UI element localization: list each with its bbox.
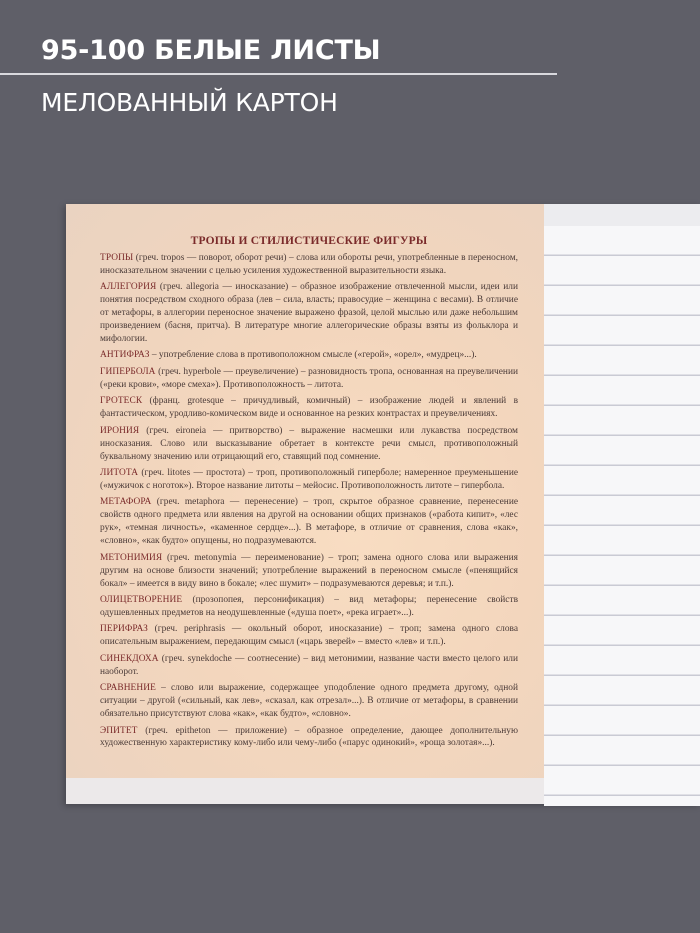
entry-term: АЛЛЕГОРИЯ bbox=[100, 282, 157, 293]
entry-definition: (греч. eironeia — притворство) – выражение насмешки или лукавства посредством иносказания. Слово или высказывание обретает в контексте речи смысл, противоположный буквальному значению или отрицающий его, ставящий под сомнение. bbox=[100, 425, 518, 462]
entry-definition: (греч. hyperbole — преувеличение) – разновидность тропа, основанная на преувеличении («реки крови», «море смеха»). Противоположность – литота. bbox=[100, 366, 518, 390]
entry-definition: (греч. synekdoche — соотнесение) – вид метонимии, название части вместо целого или наоборот. bbox=[100, 653, 518, 677]
promo-subheadline: МЕЛОВАННЫЙ КАРТОН bbox=[41, 88, 338, 117]
entry-term: ОЛИЦЕТВОРЕНИЕ bbox=[100, 595, 183, 605]
cover-bottom-strip bbox=[66, 778, 544, 804]
cover-content bbox=[100, 235, 518, 754]
entry-definition: (греч. metonymia — переименование) – троп; замена одного слова или выражения другим на основе близости значений; употребление выражений в переносном смысле («пенящийся бокал» – имеется в виду вино в бокале; «лес шумит» – подразумеваются деревья; и т.п.). bbox=[100, 552, 518, 589]
cover-title: ТРОПЫ И СТИЛИСТИЧЕСКИЕ ФИГУРЫ bbox=[190, 235, 428, 247]
entry-term: ГИПЕРБОЛА bbox=[100, 366, 156, 377]
promo-headline: 95-100 БЕЛЫЕ ЛИСТЫ bbox=[41, 35, 381, 66]
cover-entries bbox=[100, 252, 518, 750]
cover-entry bbox=[100, 682, 518, 721]
entry-term: ЭПИТЕТ bbox=[100, 725, 138, 736]
entry-term: ЛИТОТА bbox=[100, 468, 139, 479]
lined-page bbox=[544, 226, 700, 806]
entry-term: СРАВНЕНИЕ bbox=[100, 683, 156, 694]
cover-entry bbox=[100, 594, 518, 620]
entry-term: ИРОНИЯ bbox=[100, 425, 140, 436]
cover-entry bbox=[100, 425, 518, 464]
entry-definition: (прозопопея, персонификация) – вид метафоры; перенесение свойств одушевленных предметов на неодушевленные («душа поет», «река играет»...). bbox=[100, 595, 518, 618]
entry-term: СИНЕКДОХА bbox=[100, 653, 159, 664]
cover-entry bbox=[100, 496, 518, 548]
cover-entry bbox=[100, 725, 518, 751]
cover-entry bbox=[100, 395, 518, 421]
cover-entry bbox=[100, 467, 518, 493]
entry-definition: (греч. tropos — поворот, оборот речи) – слова или обороты речи, употребленные в переносном, иносказательном значении с целью усиления художественной выразительности языка. bbox=[100, 252, 518, 276]
cover-entry bbox=[100, 653, 518, 679]
entry-term: АНТИФРАЗ bbox=[100, 350, 150, 361]
entry-definition: (греч. litotes — простота) – троп, противоположный гиперболе; намеренное преуменьшение («мужичок с ноготок»). Второе название литоты – мейосис. Противоположность литоте – гипербола. bbox=[100, 468, 518, 491]
notebook-top-edge bbox=[540, 204, 700, 226]
entry-term: ТРОПЫ bbox=[100, 252, 134, 263]
notebook-cover bbox=[66, 204, 544, 804]
cover-entry bbox=[100, 349, 518, 362]
entry-term: МЕТАФОРА bbox=[100, 497, 152, 508]
entry-definition: (греч. periphrasis — окольный оборот, иносказание) – троп; замена одного слова описательным выражением, передающим смысл («царь зверей» – вместо «лев» и т.п.). bbox=[100, 624, 518, 648]
entry-term: ПЕРИФРАЗ bbox=[100, 624, 148, 635]
entry-definition: (греч. epitheton — приложение) – образное определение, дающее дополнительную художественную характеристику кому-либо или чему-либо («парус одинокий», «роща золотая»...). bbox=[100, 725, 518, 749]
cover-entry bbox=[100, 552, 518, 591]
entry-term: МЕТОНИМИЯ bbox=[100, 552, 163, 563]
entry-definition: (греч. allegoria — иносказание) – образное изображение отвлеченной мысли, идеи или понятия посредством сходного образа (лев – сила, власть; правосудие – женщина с весами). В отличие от метафоры, в аллегории переносное значение выражено фразой, целой мыслью или даже небольшим произведением (басня, притча). В литературе многие аллегорические образы взяты из фольклора и мифологии. bbox=[100, 282, 518, 344]
cover-entry bbox=[100, 623, 518, 649]
cover-entry bbox=[100, 366, 518, 392]
cover-entry bbox=[100, 252, 518, 278]
cover-entry bbox=[100, 281, 518, 346]
entry-definition: (греч. metaphora — перенесение) – троп, скрытое образное сравнение, перенесение свойств одного предмета или явления на другой на основании общих признаков («работа кипит», «лес рук», «темная личность», «каменное сердце»...). В метафоре, в отличие от сравнения, слова «как», «словно», «как будто» опущены, но подразумеваются. bbox=[100, 497, 518, 547]
entry-definition: (франц. grotesque – причудливый, комичный) – изображение людей и явлений в фантастическом, уродливо-комическом виде и основанное на резких контрастах и преувеличениях. bbox=[100, 396, 518, 420]
entry-definition: – слово или выражение, содержащее уподобление одного предмета другому, одной ситуации – другой («сильный, как лев», «сказал, как отрезал»...). В отличие от метафоры, в сравнении обязательно присутствуют слова «как», «как будто», «словно». bbox=[100, 683, 518, 720]
entry-term: ГРОТЕСК bbox=[100, 396, 143, 407]
entry-definition: – употребление слова в противоположном смысле («герой», «орел», «мудрец»...). bbox=[149, 350, 477, 361]
header-divider bbox=[0, 73, 557, 75]
